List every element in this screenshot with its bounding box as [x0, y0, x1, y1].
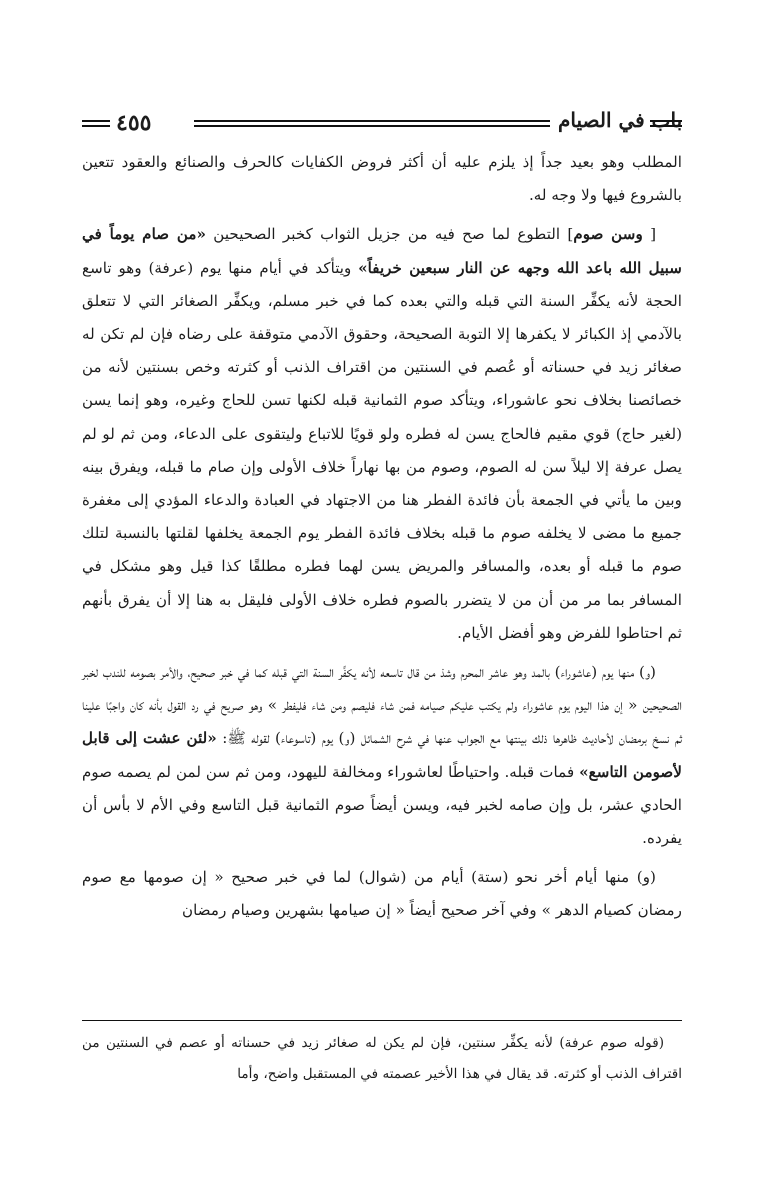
header-rule-middle	[194, 120, 550, 127]
paragraph	[82, 656, 682, 855]
footnote	[82, 1028, 682, 1090]
paragraph	[82, 218, 682, 650]
footnote-text: (قوله صوم عرفة) لأنه يكفِّر سنتين، فإن لم يكن له صغائر زيد في حسناته أو عصم في السنتين من اقتراف الذنب أو كثرته. قد يقال في هذا الأخير عصمته في المستقبل واضح، وأما	[82, 1035, 682, 1082]
footnote-divider	[82, 1020, 682, 1021]
text-run: فمات قبله. واحتياطًا لعاشوراء ومخالفة لليهود، ومن ثم سن لمن لم يصمه صوم الحادي عشر، بل وإن صامه لخبر فيه، ويسن أيضاً صوم الثمانية قبل التاسع وفي الأم لا بأس أن يفرده.	[82, 762, 682, 848]
running-title: باب في الصيام	[558, 108, 683, 132]
header-rule-left	[82, 120, 110, 127]
bold-phrase: «لئن عشت إلى قابل لأصومن التاسع»	[82, 729, 682, 781]
bold-phrase: «من صام يوماً في سبيل الله باعد الله وجهه عن النار سبعين خريفاً»	[82, 225, 682, 277]
paragraph	[82, 861, 682, 927]
text-run: [	[642, 225, 656, 244]
page-number: ٤٥٥	[116, 110, 152, 136]
header-rule-right	[650, 120, 682, 127]
paragraph	[82, 146, 682, 212]
text-run: (و) منها يوم (عاشوراء) بالمد وهو عاشر المحرم وشذ من قال تاسعه لأنه يكفِّر السنة التي قبله كما في خبر صحيح، والأمر بصومه للندب لخبر الصحيحين « إن هذا اليوم يوم عاشوراء ولم يكتب عليكم صيامه فمن شاء فليصم ومن شاء فليفطر » وهو صريح في رد القول بأنه كان واجبًا علينا ثم نسخ برمضان لأحاديث ظاهرها ذلك بينتها مع الجواب عنها في شرح الشمائل (و) يوم (تاسوعاء) لقوله ﷺ:	[82, 663, 682, 748]
text-run: (و) منها أيام أخر نحو (ستة) أيام من (شوال) لما في خبر صحيح « إن صومها مع صوم رمضان كصيام الدهر » وفي آخر صحيح أيضاً « إن صيامها بشهرين وصيام رمضان	[82, 868, 682, 920]
text-run: المطلب وهو بعيد جداً إذ يلزم عليه أن أكثر فروض الكفايات كالحرف والصنائع والعقود تتعين بالشروع فيها ولا وجه له.	[82, 153, 682, 205]
text-run: ] التطوع لما صح فيه من جزيل الثواب كخبر الصحيحين	[206, 225, 574, 244]
text-run: ويتأكد في أيام منها يوم (عرفة) وهو تاسع الحجة لأنه يكفِّر السنة التي قبله والتي بعده كما في خبر مسلم، ويكفِّر الصغائر التي لا تتعلق بالآدمي إذ الكبائر لا يكفرها إلا التوبة الصحيحة، وحقوق الآدمي متوقفة على رضاه فإن لم تكن له صغائر زيد في حسناته أو عُصم في السنتين من اقتراف الذنب أو كثرته وخص بسنتين لأنه من خصائصنا بخلاف نحو عاشوراء، ويتأكد صوم الثمانية قبله لكنها تسن للحاج وغيره، وهو إنما يسن (لغير حاج) قوي مقيم فالحاج يسن له فطره ولو قويًا للاتباع وليتقوى على الدعاء، ومن ثم لو لم يصل عرفة إلا ليلاً سن له الصوم، وصوم من بها نهاراً خلاف الأولى وإن صام ما قبله، ويفرق بينه وبين ما يأتي في الجمعة بأن فائدة الفطر هنا من الاجتهاد في العبادة والدعاء المؤدي إلى مغفرة جميع ما مضى لا يخلفه صوم ما قبله بخلاف فائدة الفطر يوم الجمعة يخلفها لقلتها بالنسبة لتلك صوم ما قبله أو بعده، والمسافر والمريض يسن لهما فطره مطلقًا كذا قيل وهو مشكل في المسافر بما مر من أن من لا يتضرر بالصوم فطره خلاف الأولى فليقل به هنا إلا أن يفرق بأنهم ثم احتاطوا للفرض وهو أفضل الأيام.	[82, 258, 682, 642]
page-header	[82, 108, 682, 142]
bold-phrase: وسن صوم	[573, 225, 643, 244]
main-text	[82, 146, 682, 928]
